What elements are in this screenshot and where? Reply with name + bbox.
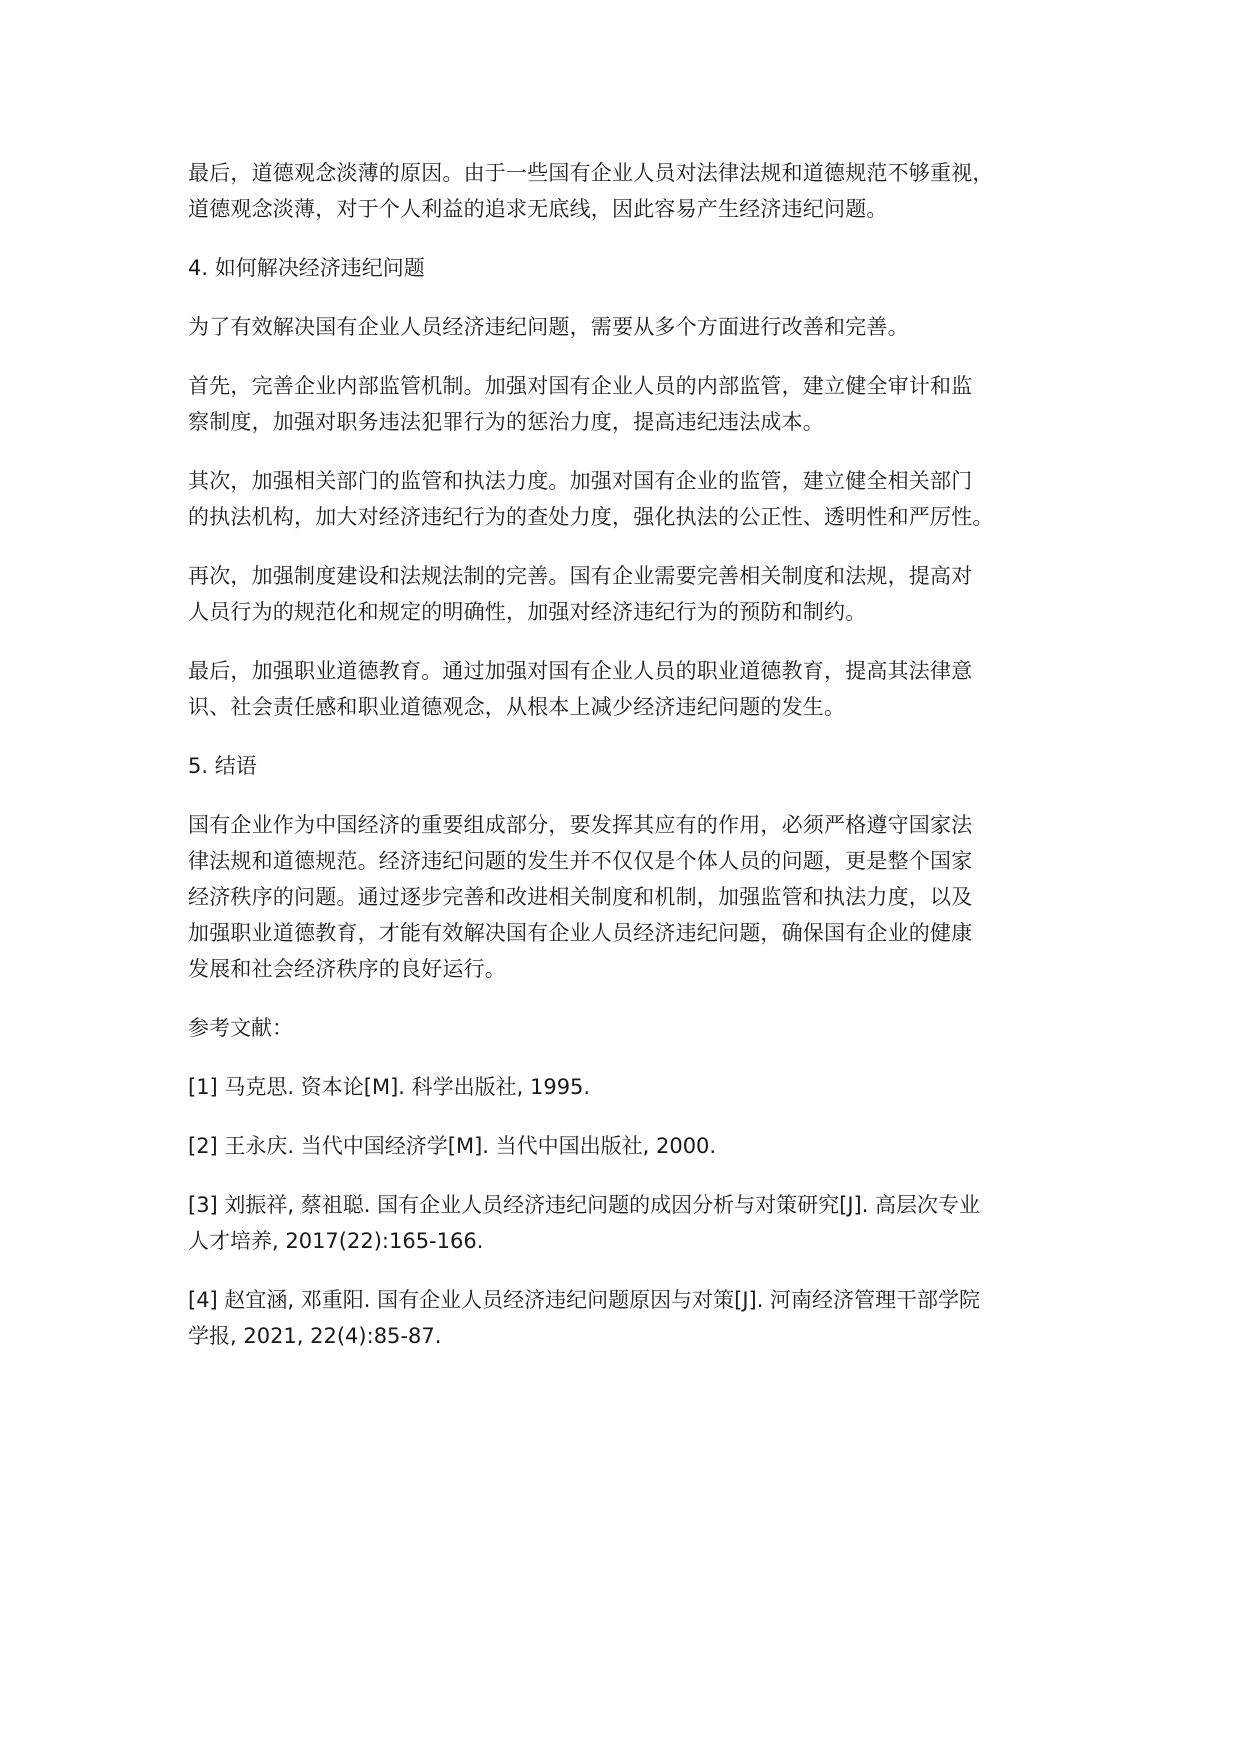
text-line: 国有企业作为中国经济的重要组成部分，要发挥其应有的作用，必须严格遵守国家法 — [188, 813, 973, 837]
text-line: 人才培养, 2017(22):165-166. — [188, 1229, 484, 1253]
text-line: 道德观念淡薄，对于个人利益的追求无底线，因此容易产生经济违纪问题。 — [188, 197, 888, 221]
section-heading-4: 4. 如何解决经济违纪问题 — [188, 256, 425, 280]
paragraph-institution-building — [188, 558, 1068, 630]
text-line: 识、社会责任感和职业道德观念，从根本上减少经济违纪问题的发生。 — [188, 695, 846, 719]
section-heading-5: 5. 结语 — [188, 754, 257, 778]
text-line: 经济秩序的问题。通过逐步完善和改进相关制度和机制，加强监管和执法力度，以及 — [188, 885, 973, 909]
text-line: 学报, 2021, 22(4):85-87. — [188, 1324, 442, 1348]
text-line: [3] 刘振祥, 蔡祖聪. 国有企业人员经济违纪问题的成因分析与对策研究[J]. 高层次专业 — [188, 1193, 981, 1217]
text-line: 的执法机构，加大对经济违纪行为的查处力度，强化执法的公正性、透明性和严厉性。 — [188, 505, 994, 529]
text-line: 最后，加强职业道德教育。通过加强对国有企业人员的职业道德教育，提高其法律意 — [188, 659, 973, 683]
text-line: 察制度，加强对职务违法犯罪行为的惩治力度，提高违纪违法成本。 — [188, 410, 824, 434]
paragraph-law-enforcement — [188, 463, 1068, 535]
paragraph-moral-causes — [188, 155, 1068, 227]
reference-item — [188, 1187, 1068, 1259]
text-line: 再次，加强制度建设和法规法制的完善。国有企业需要完善相关制度和法规，提高对 — [188, 564, 973, 588]
text-line: 律法规和道德规范。经济违纪问题的发生并不仅仅是个体人员的问题，更是整个国家 — [188, 849, 973, 873]
text-line: [1] 马克思. 资本论[M]. 科学出版社, 1995. — [188, 1075, 591, 1099]
text-line: 加强职业道德教育，才能有效解决国有企业人员经济违纪问题，确保国有企业的健康 — [188, 921, 973, 945]
text-line: [4] 赵宜涵, 邓重阳. 国有企业人员经济违纪问题原因与对策[J]. 河南经济管理干部学院 — [188, 1288, 981, 1312]
references-heading: 参考文献： — [188, 1016, 293, 1040]
text-line: 为了有效解决国有企业人员经济违纪问题，需要从多个方面进行改善和完善。 — [188, 315, 909, 339]
reference-item — [188, 1282, 1068, 1354]
text-line: 发展和社会经济秩序的良好运行。 — [188, 957, 506, 981]
text-line: 最后，道德观念淡薄的原因。由于一些国有企业人员对法律法规和道德规范不够重视， — [188, 161, 994, 185]
document-body — [188, 155, 1068, 1377]
text-line: 其次，加强相关部门的监管和执法力度。加强对国有企业的监管，建立健全相关部门 — [188, 469, 973, 493]
paragraph-conclusion — [188, 807, 1068, 987]
reference-item — [188, 1128, 1068, 1164]
text-line: 人员行为的规范化和规定的明确性，加强对经济违纪行为的预防和制约。 — [188, 600, 867, 624]
text-line: [2] 王永庆. 当代中国经济学[M]. 当代中国出版社, 2000. — [188, 1134, 717, 1158]
reference-item — [188, 1069, 1068, 1105]
paragraph-solution-intro — [188, 309, 1068, 345]
text-line: 首先，完善企业内部监管机制。加强对国有企业人员的内部监管，建立健全审计和监 — [188, 374, 973, 398]
paragraph-ethics-education — [188, 653, 1068, 725]
paragraph-internal-supervision — [188, 368, 1068, 440]
